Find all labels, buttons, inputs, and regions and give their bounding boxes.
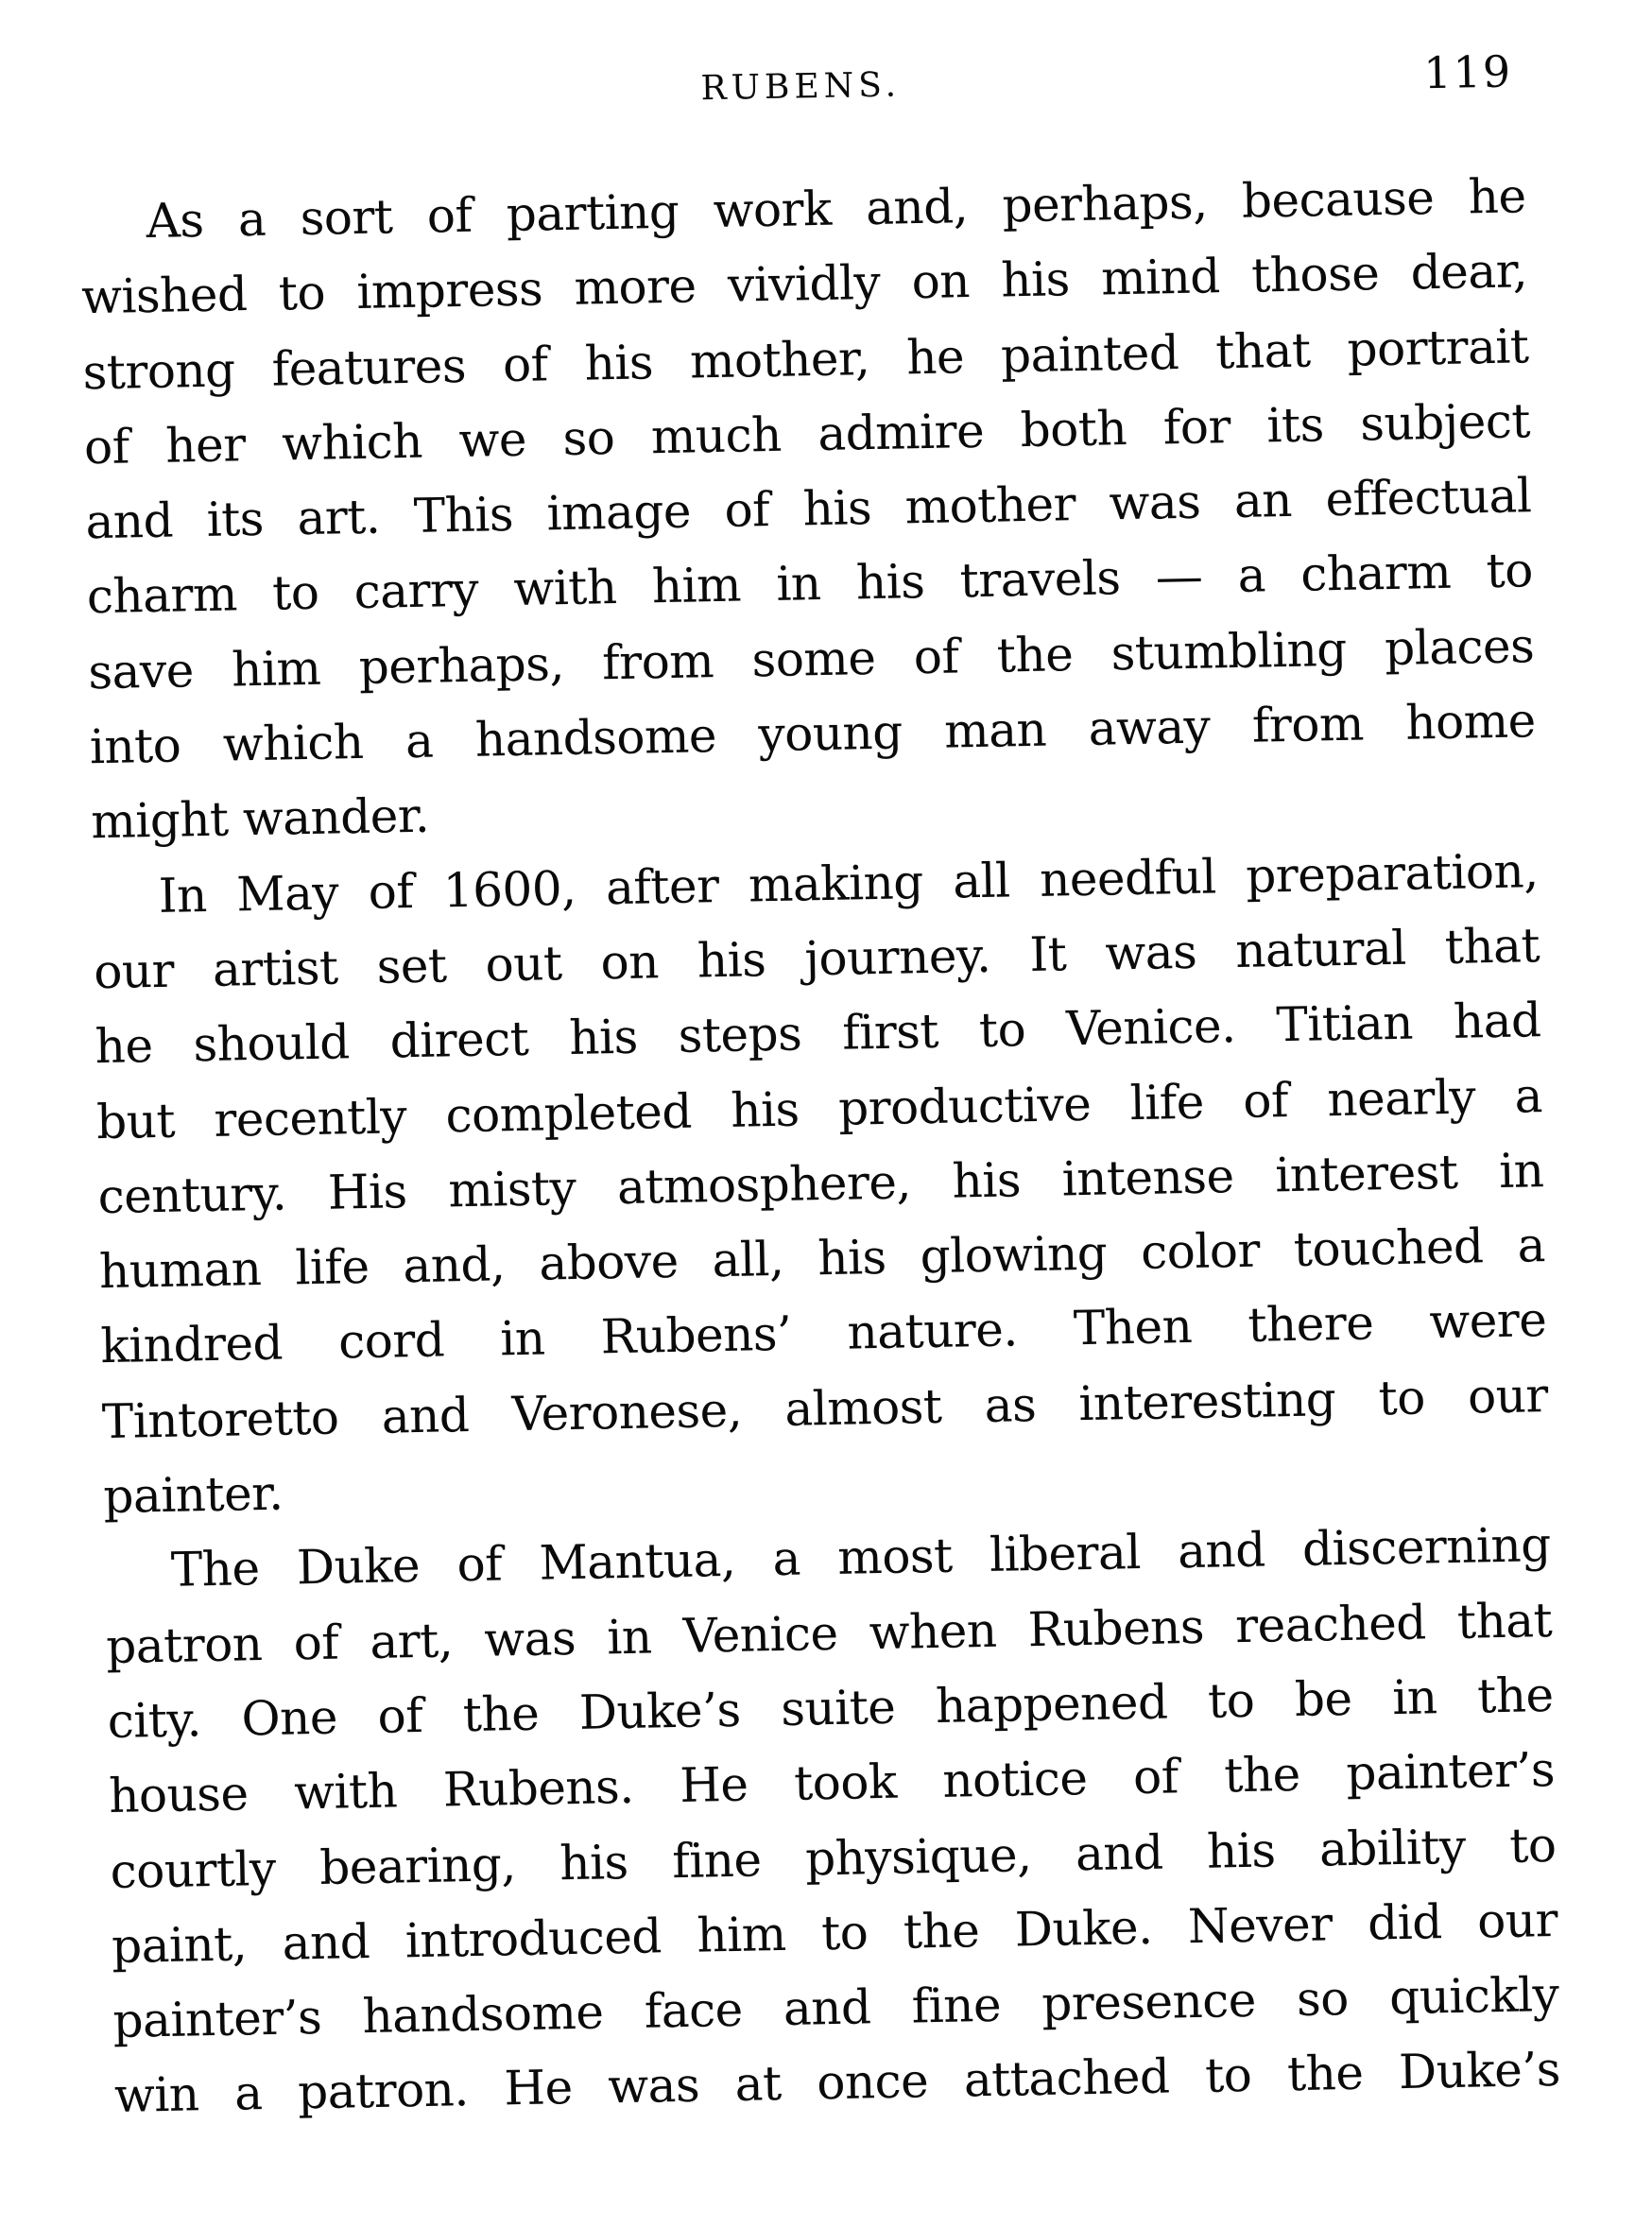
text-line: kindred cord in Rubens’ nature. Then there were	[100, 1292, 1547, 1374]
text-line: painter.	[102, 1465, 284, 1525]
text-line: patron of art, was in Venice when Rubens reached that	[105, 1592, 1553, 1674]
text-line: charm to carry with him in his travels — a charm to	[86, 543, 1534, 625]
text-line: Tintoretto and Veronese, almost as interesting to our	[101, 1367, 1549, 1449]
text-line: painter’s handsome face and fine presence so quickly	[112, 1967, 1559, 2049]
text-line: win a patron. He was at once attached to the Duke’s	[113, 2042, 1561, 2124]
running-header	[77, 47, 1524, 127]
text-line: strong features of his mother, he painted that portrait	[82, 318, 1529, 400]
text-line: century. His misty atmosphere, his intense interest in	[97, 1142, 1544, 1225]
text-line: our artist set out on his journey. It was natural that	[93, 918, 1540, 1000]
text-line: might wander.	[90, 788, 430, 850]
text-line: The Duke of Mantua, a most liberal and discerning	[170, 1517, 1552, 1598]
text-line: courtly bearing, his fine physique, and his ability to	[110, 1817, 1557, 1899]
paragraph	[92, 834, 1550, 1535]
text-line: human life and, above all, his glowing color touched a	[98, 1218, 1546, 1300]
paragraph	[104, 1508, 1560, 2133]
text-block	[79, 159, 1561, 2133]
text-line: house with Rubens. He took notice of the painter’s	[108, 1742, 1556, 1824]
text-line: city. One of the Duke’s suite happened to be in the	[107, 1667, 1555, 1749]
text-line: he should direct his steps first to Venice. Titian had	[95, 993, 1542, 1075]
text-line: As a sort of parting work and, perhaps, because he	[146, 168, 1527, 250]
text-line: paint, and introduced him to the Duke. Never did our	[111, 1891, 1558, 1974]
paragraph	[79, 159, 1538, 860]
text-line: but recently completed his productive life of nearly a	[95, 1067, 1543, 1149]
text-line: wished to impress more vividly on his mind those dear,	[80, 243, 1528, 325]
text-line: save him perhaps, from some of the stumbling places	[87, 617, 1535, 700]
text-line: In May of 1600, after making all needful preparation,	[158, 842, 1540, 924]
text-line: and its art. This image of his mother was an effectual	[85, 468, 1532, 550]
page-number: 119	[1422, 45, 1513, 99]
text-line: into which a handsome young man away from home	[89, 693, 1537, 775]
text-line: of her which we so much admire both for its subject	[83, 393, 1531, 475]
chapter-title: RUBENS.	[700, 65, 902, 109]
